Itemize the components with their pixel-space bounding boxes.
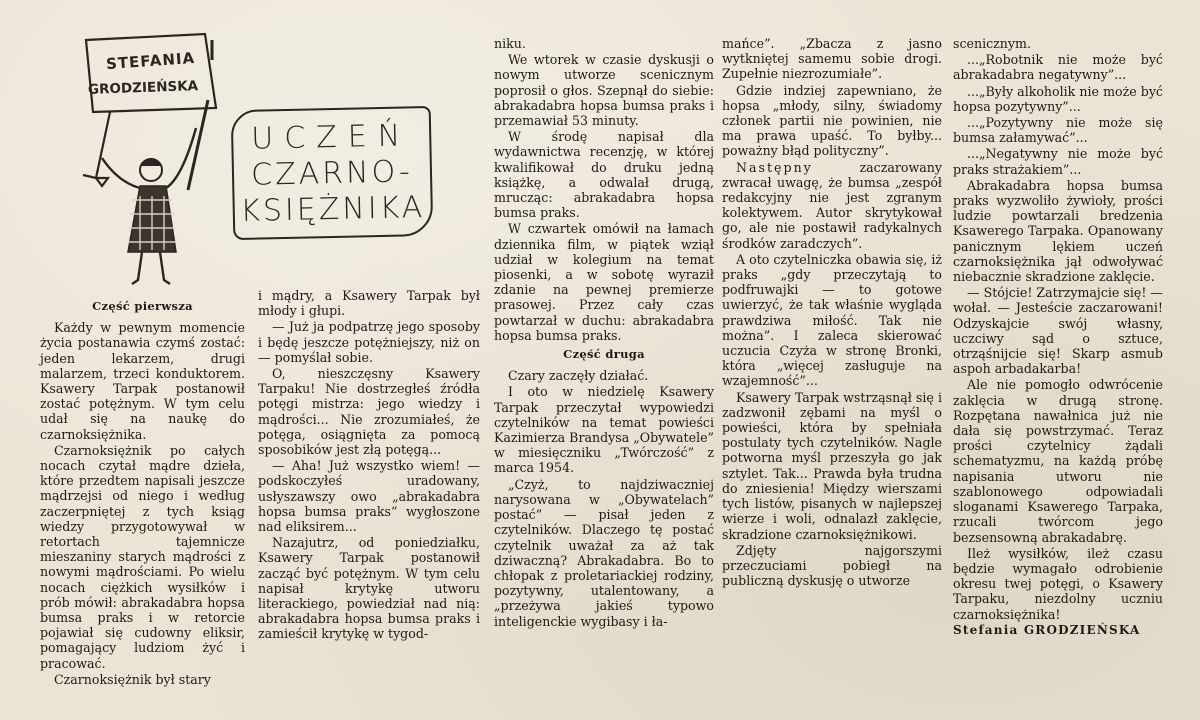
paragraph: niku. <box>494 36 526 51</box>
author-signature: Stefania GRODZIEŃSKA <box>953 622 1141 637</box>
paragraph: ...„Negatywny nie może być praks strażakiem”... <box>953 146 1163 177</box>
paragraph: „Czyż, to najdziwaczniej narysowana w „Obywatelach” postać” — pisał jeden z czytelników. Dlaczego tę postać czytelnik uważał za aż tak dziwaczną? Abrakadabra. Bo to chłopak z proletariackiej rodziny, pozytywny, utalentowany, a „przeżywa jakieś typowo inteligenckie wygibasy i ła- <box>494 476 714 629</box>
sign-text-line1: STEFANIA <box>105 48 196 74</box>
paragraph: W środę napisał dla wydawnictwa recenzję, w której kwalifikował do druku jedną książkę, a odwalał drugą, mrucząc: abrakadabra hopsa bumsa praks. <box>494 129 714 221</box>
paragraph: Nazajutrz, od poniedziałku, Ksawery Tarpak postanowił zacząć być potężnym. W tym celu napisał krytykę utworu literackiego, powiedział nad nią: abrakadabra hopsa bumsa praks i zamieścił krytykę w tygod- <box>258 535 480 642</box>
sign-text-line2: GRODZIEŃSKA <box>87 78 199 98</box>
paragraph: A oto czytelniczka obawia się, iż praks „gdy przeczytają to podfruwajki — to gotowe uwierzyć, że tak właśnie wygląda prawdziwa miłość. Tak nie można”. I zaleca skierować uczucia Czyża w stronę Bronki, która „więcej zasługuje na wzajemność”... <box>722 251 942 389</box>
section-heading: Część pierwsza <box>92 299 193 313</box>
paragraph: i mądry, a Ksawery Tarpak był młody i głupi. <box>258 288 480 319</box>
text-column-2 <box>258 288 480 643</box>
paragraph: Czarnoksiężnik był stary <box>54 671 211 687</box>
paragraph: Abrakadabra hopsa bumsa praks wyzwoliło żywioły, prości ludzie powtarzali bredzenia Ksawerego Tarpaka. Opanowany panicznym lękiem uczeń czarnoksiężnika jął odwoływać niebacznie skradzione zaklęcie. <box>953 177 1163 285</box>
paragraph: Każdy w pewnym momencie życia postanawia czymś zostać: jeden lekarzem, drugi malarzem, trzeci konduktorem. Ksawery Tarpak postanowił zostać potężnym. W tym celu udał się na naukę do czarnoksiężnika. <box>40 320 245 442</box>
paragraph: ...„Były alkoholik nie może być hopsa pozytywny”... <box>953 83 1163 114</box>
paragraph: ...„Pozytywny nie może się bumsa załamywać”... <box>953 115 1163 146</box>
paragraph: Gdzie indziej zapewniano, że hopsa „młody, silny, świadomy członek partii nie powinien, nie ma prawa upaść. To byłby... poważny błąd polityczny”. <box>722 82 942 159</box>
section-heading: Część druga <box>563 347 645 362</box>
paragraph: We wtorek w czasie dyskusji o nowym utworze scenicznym poprosił o głos. Szepnął do siebie: abrakadabra hopsa bumsa praks i przemawiał 53 minuty. <box>494 52 714 129</box>
paragraph: Czary zaczęły działać. <box>508 368 649 384</box>
spaced-lead-word: Następny <box>736 159 813 175</box>
text-column-5 <box>953 36 1163 639</box>
paragraph: Ileż wysiłków, ileż czasu będzie wymagało odrobienie okresu twej potęgi, o Ksawery Tarpaku, niezdolny uczniu czarnoksiężnika! <box>953 545 1163 622</box>
paragraph: scenicznym. <box>953 36 1031 51</box>
paragraph <box>722 160 942 251</box>
article-title-box <box>231 106 434 240</box>
text-column-1 <box>40 295 245 688</box>
paragraph: — Aha! Już wszystko wiem! — podskoczyłeś uradowany, usłyszawszy owo „abrakadabra hopsa bumsa praks” wygłoszone nad eliksirem... <box>258 458 480 535</box>
paragraph: W czwartek omówił na łamach dziennika film, w piątek wziął udział w kolegium na temat piosenki, a w sobotę wyraził zdanie na pewnej premierze prasowej. Przez cały czas powtarzał w duchu: abrakadabra hopsa bumsa praks. <box>494 221 714 343</box>
paragraph: Ksawery Tarpak wstrząsnął się i zadzwonił zębami na myśl o powieści, która by spełniała postulaty tych czytelników. Nagle potworna myśl przeszyła go jak sztylet. Tak... Prawda była trudna do zniesienia! Między wierszami tych listów, pisanych w najlepszej wierze i woli, odnalazł zaklęcie, skradzione czarnoksiężnikowi. <box>722 389 942 542</box>
title-line-3: KSIĘŻNIKA <box>239 190 426 229</box>
paragraph: O, nieszczęsny Ksawery Tarpaku! Nie dostrzegłeś źródła potęgi mistrza: jego wiedzy i mądrości... Nie zrozumiałeś, że potęga, osiągnięta za pomocą sposobików jest złą potęgą... <box>258 366 480 458</box>
text-column-4 <box>722 36 942 589</box>
text-column-3 <box>494 36 714 630</box>
paragraph-text: zaczarowany zwracał uwagę, że bumsa „zespół redakcyjny nie jest zgranym kolektywem. Autor skrytykował go, ale nie postawił radykalnych środków zaradczych”. <box>722 159 942 251</box>
paragraph: — Już ja podpatrzę jego sposoby i będę jeszcze potężniejszy, niż on — pomyślał sobie. <box>258 319 480 365</box>
paragraph: — Stójcie! Zatrzymajcie się! — wołał. — Jesteście zaczarowani! Odzyskajcie swój własny, uczciwy sąd o sztuce, otrząśnijcie się! Skarp asmub aspoh arbadakarba! <box>953 285 1163 377</box>
paragraph: mańce”. „Zbacza z jasno wytkniętej samemu sobie drogi. Zupełnie niezrozumiałe”. <box>722 36 942 82</box>
title-line-1: UCZEŃ <box>250 118 412 157</box>
paragraph: Ale nie pomogło odwrócenie zaklęcia w drugą stronę. Rozpętana nawałnica już nie dała się powstrzymać. Teraz prości czytelnicy żądali schematyzmu, na każdą próbę napisania utworu nie szablonowego odpowiadali sloganami Ksawerego Tarpaka, rzucali twórcom jego bezsensowną abrakadabrę. <box>953 377 1163 545</box>
paragraph: Zdjęty najgorszymi przeczuciami pobiegł na publiczną dyskusję o utworze <box>722 542 942 589</box>
paragraph: I oto w niedzielę Ksawery Tarpak przeczytał wypowiedzi czytelników na temat powieści Kazimierza Brandysa „Obywatele” w miesięczniku „Twórczość” z marca 1954. <box>494 384 714 476</box>
paragraph: ...„Robotnik nie może być abrakadabra negatywny”... <box>953 52 1163 83</box>
title-line-2: CZARNO- <box>250 154 414 193</box>
paragraph: Czarnoksiężnik po całych nocach czytał mądre dzieła, które przedtem napisali jeszcze mądrzejsi od niego i według zaczerpniętej z tych ksiąg wiedzy przygotowywał w retortach tajemnicze mieszaniny starych mądrości z nowymi mądrościami. Po wielu nocach ciężkich wysiłków i prób mówił: abrakadabra hopsa bumsa praks i w retorcie pojawiał się cudowny eliksir, pomagający ludziom żyć i pracować. <box>40 442 245 671</box>
